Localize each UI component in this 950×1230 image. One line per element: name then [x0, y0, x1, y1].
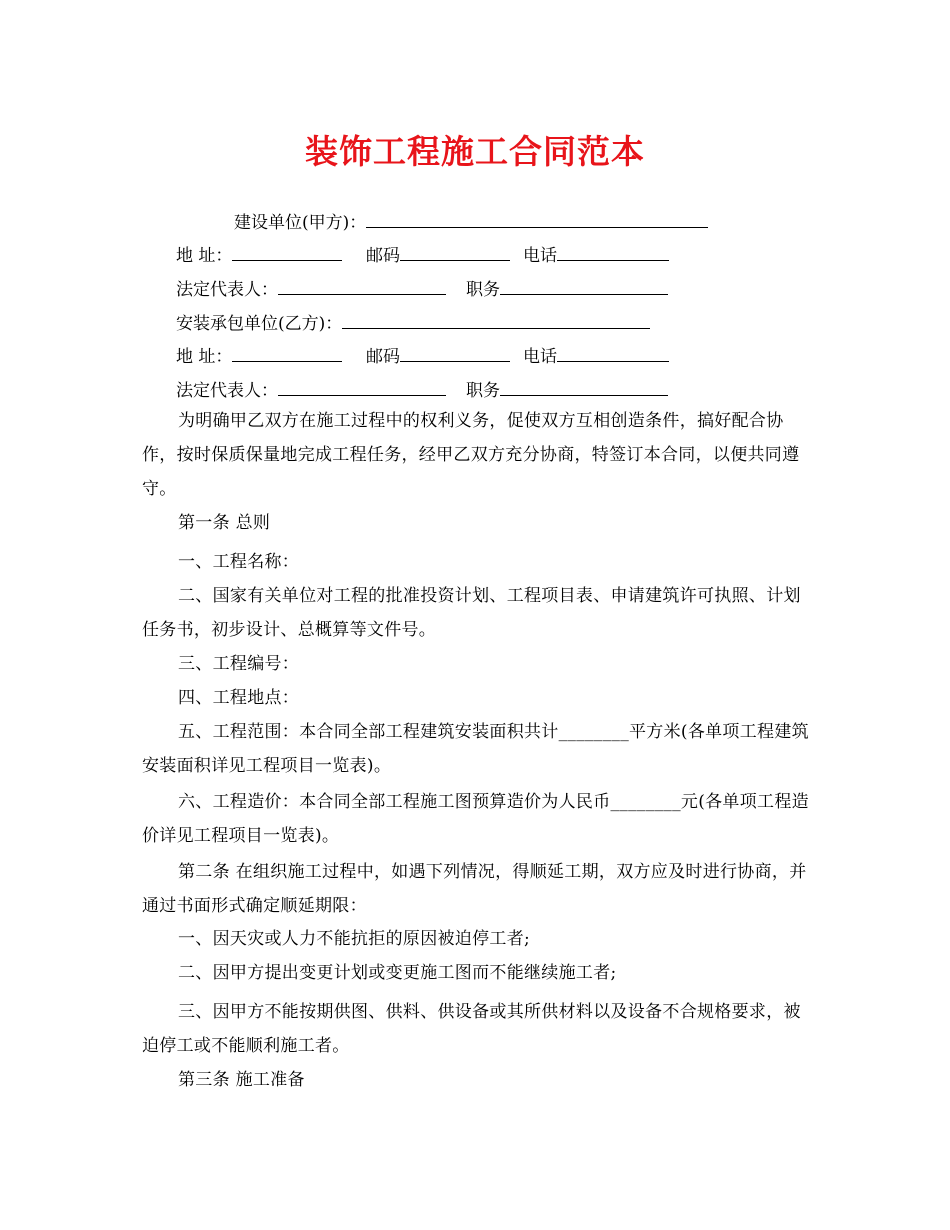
party-a-zip-blank [400, 243, 510, 261]
party-a-unit-blank [366, 210, 708, 228]
party-b-position-label: 职务 [466, 381, 500, 401]
party-a-address-blank [232, 243, 342, 261]
party-a-contact-row [176, 243, 676, 265]
party-a-rep-blank [278, 277, 446, 295]
article-1-item-1: 一、工程名称： [178, 552, 300, 572]
party-b-rep-blank [278, 378, 446, 396]
article-2-paragraph: 第二条 在组织施工过程中，如遇下列情况，得顺延工期，双方应及时进行协商，并通过书面形式确定顺延期限： [142, 862, 807, 916]
article-1-item-2: 二、国家有关单位对工程的批准投资计划、工程项目表、申请建筑许可执照、计划任务书，初步设计、总概算等文件号。 [142, 586, 801, 640]
party-a-zip-label: 邮码 [366, 246, 400, 266]
article-2-item-3: 三、因甲方不能按期供图、供料、供设备或其所供材料以及设备不合规格要求，被迫停工或不能顺利施工者。 [142, 1002, 801, 1056]
document-title: 装饰工程施工合同范本 [305, 132, 645, 171]
party-b-phone-blank [557, 344, 669, 362]
party-b-address-label: 地 址： [176, 347, 233, 367]
party-b-position-blank [500, 378, 668, 396]
party-a-address-label: 地 址： [176, 246, 233, 266]
party-a-rep-label: 法定代表人： [176, 280, 278, 300]
article-3-heading: 第三条 施工准备 [178, 1070, 305, 1090]
party-b-zip-blank [400, 344, 510, 362]
article-2-item-2: 二、因甲方提出变更计划或变更施工图而不能继续施工者; [178, 963, 617, 983]
party-a-position-label: 职务 [466, 280, 500, 300]
intro-paragraph: 为明确甲乙双方在施工过程中的权利义务，促使双方互相创造条件，搞好配合协作，按时保质保量地完成工程任务，经甲乙双方充分协商，特签订本合同，以便共同遵守。 [142, 411, 800, 499]
article-1-heading: 第一条 总则 [178, 513, 271, 533]
party-a-unit-row [234, 210, 708, 234]
party-b-address-blank [232, 344, 342, 362]
party-b-contact-row [176, 344, 676, 366]
party-b-unit-blank [342, 311, 650, 329]
party-a-phone-label: 电话 [523, 246, 557, 266]
party-b-unit-label: 安装承包单位(乙方)： [176, 314, 343, 334]
article-1-item-5: 五、工程范围：本合同全部工程建筑安装面积共计________平方米(各单项工程建筑安装面积详见工程项目一览表)。 [142, 722, 809, 776]
party-a-rep-row [176, 277, 676, 299]
party-a-position-blank [500, 277, 668, 295]
article-1-item-3: 三、工程编号： [178, 654, 300, 674]
article-2-item-1: 一、因天灾或人力不能抗拒的原因被迫停工者; [178, 929, 531, 949]
party-b-unit-row [176, 311, 650, 335]
party-a-unit-label: 建设单位(甲方)： [234, 213, 367, 233]
party-b-rep-label: 法定代表人： [176, 381, 278, 401]
party-b-phone-label: 电话 [523, 347, 557, 367]
article-1-item-6: 六、工程造价：本合同全部工程施工图预算造价为人民币________元(各单项工程造价详见工程项目一览表)。 [142, 792, 809, 846]
party-b-rep-row [176, 378, 676, 400]
party-b-zip-label: 邮码 [366, 347, 400, 367]
article-1-item-4: 四、工程地点： [178, 688, 300, 708]
party-a-phone-blank [557, 243, 669, 261]
